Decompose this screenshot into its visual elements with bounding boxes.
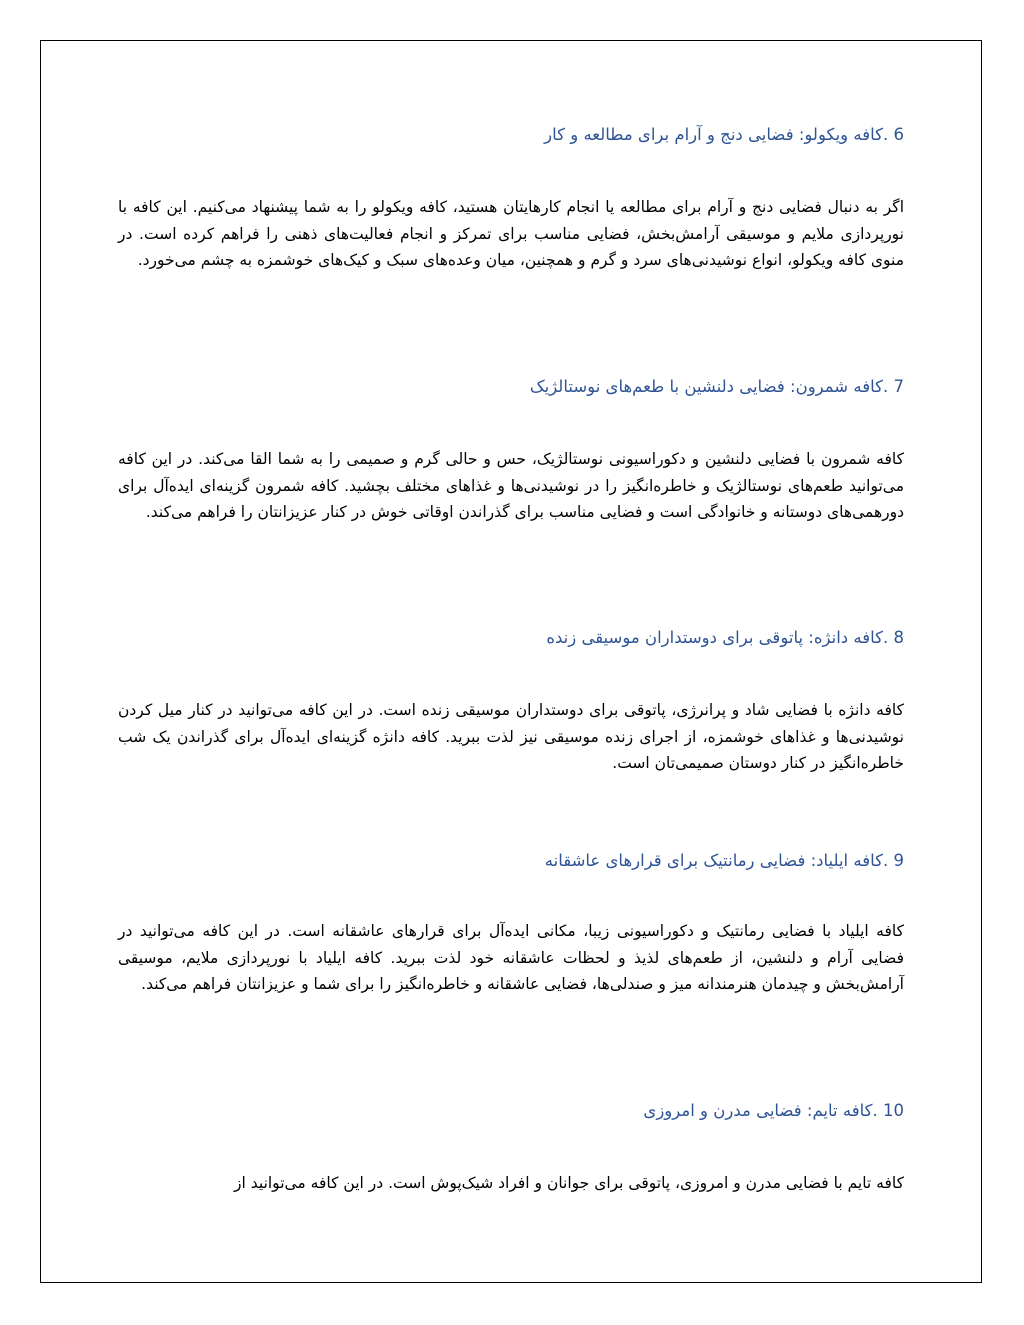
section-heading-9: 9 .کافه ایلیاد: فضایی رمانتیک برای قرارهای عاشقانه (544, 851, 904, 870)
section-paragraph-7: کافه شمرون با فضایی دلنشین و دکوراسیونی نوستالژیک، حس و حالی گرم و صمیمی را به شما القا می‌کند. در این کافه می‌توانید طعم‌های نوستالژیک و خاطره‌انگیز را در نوشیدنی‌ها و غذاهای مختلف بچشید. کافه شمرون گزینه‌ای ایده‌آل برای دورهمی‌های دوستانه و خانوادگی است و فضایی مناسب برای گذراندن اوقاتی خوش در کنار عزیزانتان را فراهم می‌کند. (118, 450, 904, 522)
section-paragraph-6: اگر به دنبال فضایی دنج و آرام برای مطالعه یا انجام کارهایتان هستید، کافه ویکولو را به شما پیشنهاد می‌کنیم. این کافه با نورپردازی ملایم و موسیقی آرامش‌بخش، فضایی مناسب برای تمرکز و انجام فعالیت‌های ذهنی را فراهم کرده است. در منوی کافه ویکولو، انواع نوشیدنی‌های سرد و گرم و همچنین، میان وعده‌های سبک و کیک‌های خوشمزه به چشم می‌خورد. (118, 198, 904, 270)
section-heading-10: 10 .کافه تایم: فضایی مدرن و امروزی (643, 1101, 904, 1120)
section-heading-7: 7 .کافه شمرون: فضایی دلنشین با طعم‌های نوستالژیک (529, 377, 904, 396)
section-paragraph-9: کافه ایلیاد با فضایی رمانتیک و دکوراسیونی زیبا، مکانی ایده‌آل برای قرارهای عاشقانه است. در این کافه می‌توانید در فضایی آرام و دلنشین، از طعم‌های لذیذ و لحظات عاشقانه خود لذت ببرید. کافه ایلیاد با نورپردازی ملایم، موسیقی آرامش‌بخش و چیدمان هنرمندانه میز و صندلی‌ها، فضایی عاشقانه و خاطره‌انگیز را برای شما و عزیزانتان فراهم می‌کند. (118, 922, 904, 994)
section-heading-6: 6 .کافه ویکولو: فضایی دنج و آرام برای مطالعه و کار (544, 125, 904, 144)
section-heading-8: 8 .کافه دانژه: پاتوقی برای دوستداران موسیقی زنده (546, 628, 904, 647)
section-paragraph-8: کافه دانژه با فضایی شاد و پرانرژی، پاتوقی برای دوستداران موسیقی زنده است. در این کافه می‌توانید در کنار میل کردن نوشیدنی‌ها و غذاهای خوشمزه، از اجرای زنده موسیقی نیز لذت ببرید. کافه دانژه گزینه‌ای ایده‌آل برای گذراندن یک شب خاطره‌انگیز در کنار دوستان صمیمی‌تان است. (118, 701, 904, 773)
section-paragraph-10: کافه تایم با فضایی مدرن و امروزی، پاتوقی برای جوانان و افراد شیک‌پوش است. در این کافه می‌توانید از (234, 1174, 904, 1192)
